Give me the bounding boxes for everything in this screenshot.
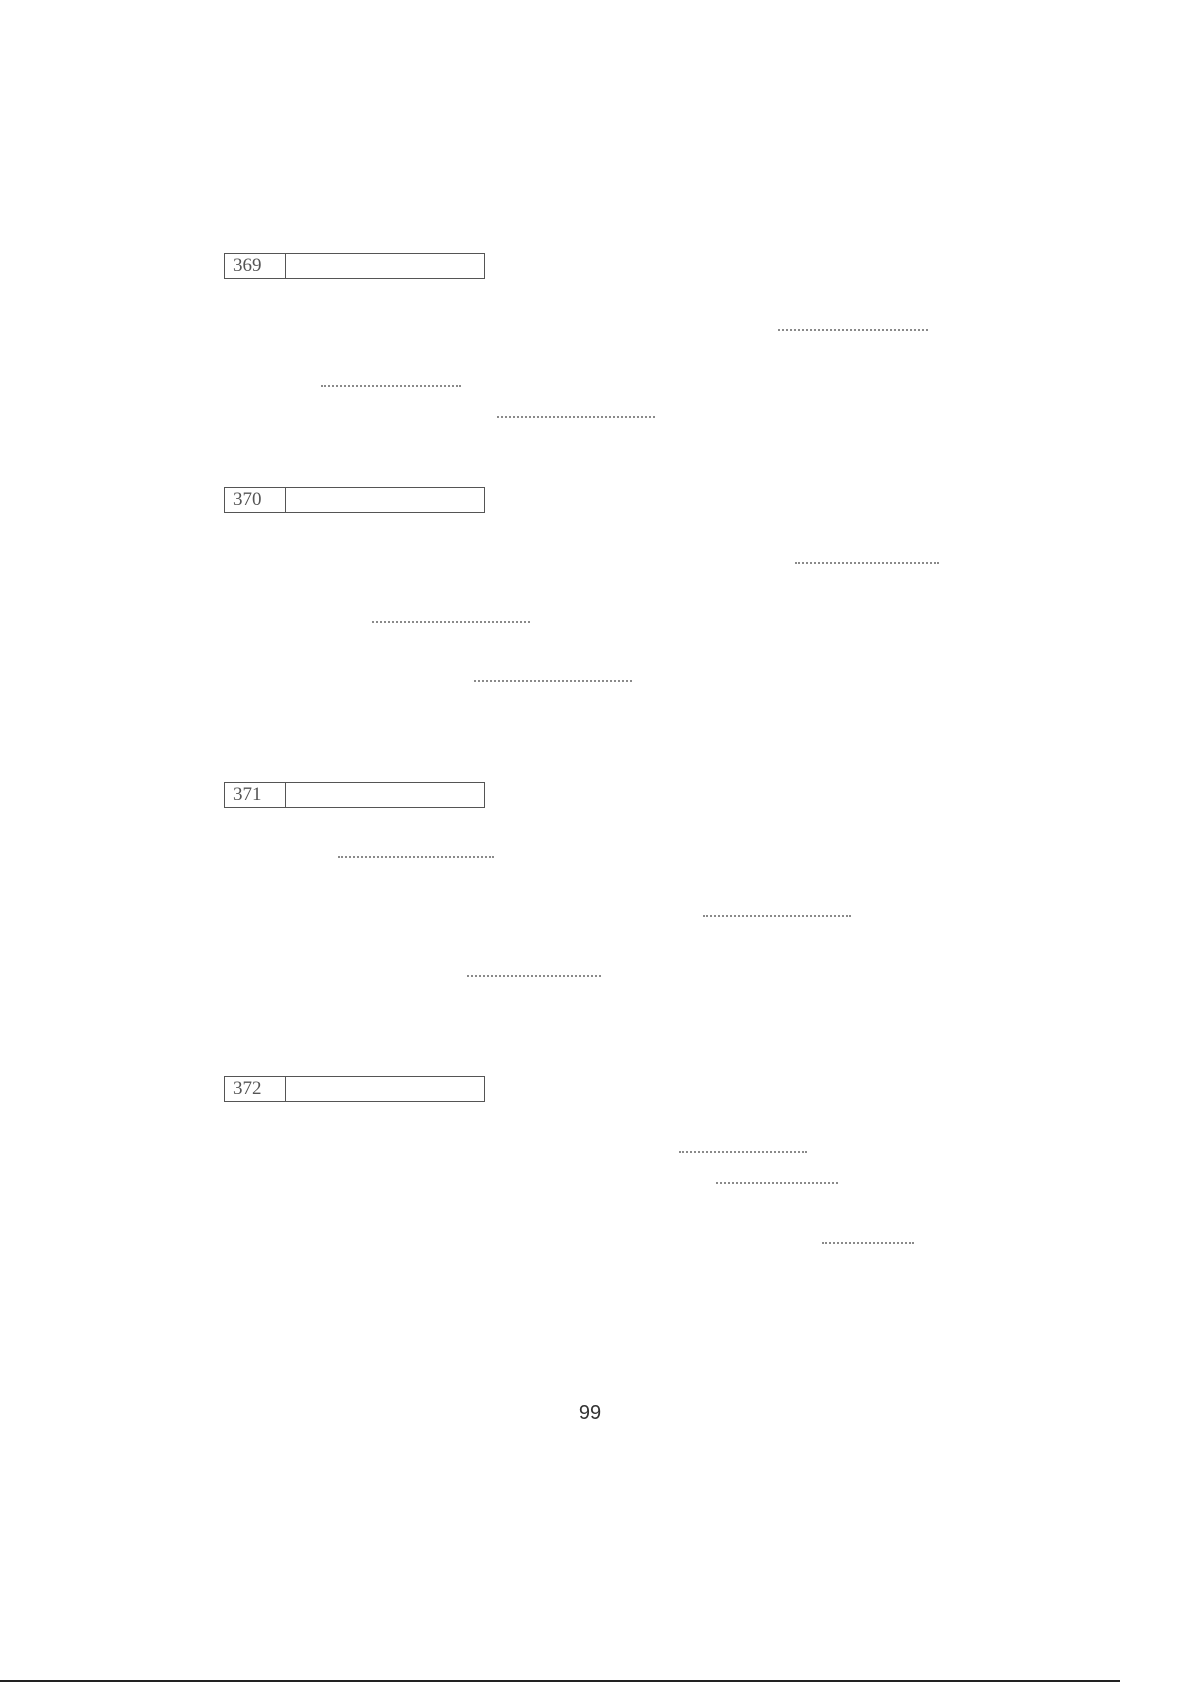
question-box-372 <box>224 1076 485 1102</box>
question-box-371 <box>224 782 485 808</box>
answer-blank[interactable] <box>474 677 632 682</box>
question-number: 372 <box>225 1077 286 1101</box>
page-number: 99 <box>578 1402 602 1424</box>
question-blank <box>286 488 484 512</box>
answer-blank[interactable] <box>497 413 655 418</box>
answer-blank[interactable] <box>778 326 928 331</box>
answer-blank[interactable] <box>795 559 939 564</box>
question-blank <box>286 1077 484 1101</box>
question-blank <box>286 783 484 807</box>
answer-blank[interactable] <box>679 1148 807 1153</box>
answer-blank[interactable] <box>338 853 494 858</box>
answer-blank[interactable] <box>467 972 601 977</box>
answer-blank[interactable] <box>321 382 461 387</box>
question-blank <box>286 254 484 278</box>
question-number: 370 <box>225 488 286 512</box>
question-number: 371 <box>225 783 286 807</box>
answer-blank[interactable] <box>372 618 530 623</box>
question-box-369 <box>224 253 485 279</box>
question-box-370 <box>224 487 485 513</box>
answer-blank[interactable] <box>716 1179 838 1184</box>
bottom-rule <box>0 1680 1120 1682</box>
question-number: 369 <box>225 254 286 278</box>
answer-blank[interactable] <box>822 1239 914 1244</box>
answer-blank[interactable] <box>703 912 851 917</box>
